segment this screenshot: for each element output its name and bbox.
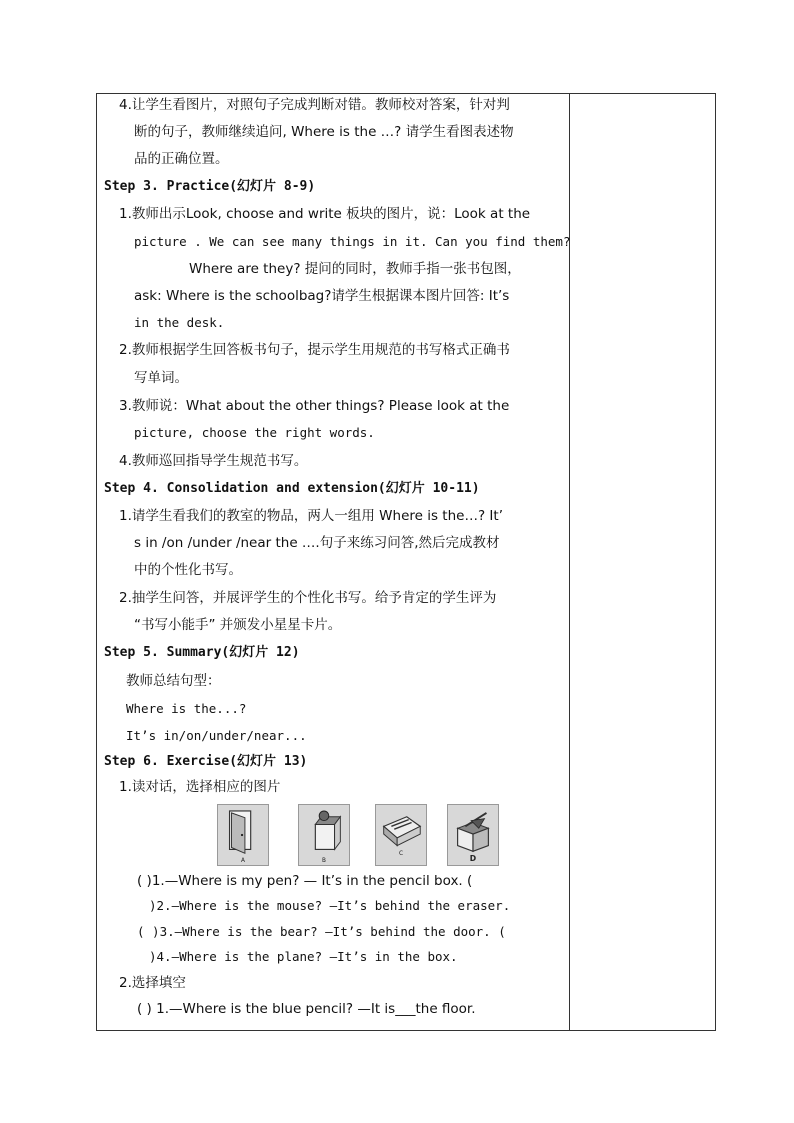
text-line: s in /on /under /near the ….句子来练习问答,然后完成教材	[134, 535, 500, 551]
text-line: 2.选择填空	[119, 975, 186, 991]
text-line: in the desk.	[134, 315, 225, 330]
text-line: 中的个性化书写。	[134, 562, 242, 578]
text-line: 1.读对话，选择相应的图片	[119, 779, 281, 795]
text-line: 教师总结句型：	[126, 673, 221, 689]
text-line: picture . We can see many things in it. Can you find them?	[134, 234, 571, 249]
section-heading: Step 3. Practice(幻灯片 8-9)	[104, 179, 316, 194]
picture-box	[447, 804, 499, 866]
text-line: 写单词。	[134, 370, 188, 386]
door-picture-icon	[218, 805, 268, 865]
text-line: picture, choose the right words.	[134, 425, 375, 440]
exercise-line: )4.—Where is the plane? —It’s in the box.	[149, 949, 458, 964]
section-heading: Step 4. Consolidation and extension(幻灯片 10-11)	[104, 481, 480, 496]
text-line: 1.请学生看我们的教室的物品，两人一组用 Where is the…? It’	[119, 508, 503, 524]
text-line: Where are they? 提问的同时，教师手指一张书包图，	[189, 261, 521, 277]
exercise-line: ( ) 1.—Where is the blue pencil? —It is___the floor.	[137, 1001, 476, 1017]
exercise-line: )2.—Where is the mouse? —It’s behind the eraser.	[149, 898, 511, 913]
picture-label: D	[469, 853, 477, 863]
text-line: 4.教师巡回指导学生规范书写。	[119, 453, 308, 469]
text-line: 断的句子，教师继续追问, Where is the …? 请学生看图表述物	[134, 124, 514, 140]
section-heading: Step 6. Exercise(幻灯片 13)	[104, 754, 308, 769]
lesson-table	[96, 93, 716, 1031]
picture-label: C	[398, 851, 404, 858]
eraser-picture-icon	[299, 805, 349, 865]
text-line: 3.教师说：What about the other things? Please look at the	[119, 398, 510, 414]
text-line: “书写小能手” 并颁发小星星卡片。	[134, 617, 342, 633]
picture-pencil-box	[375, 804, 427, 866]
text-line: Where is the...?	[126, 701, 247, 716]
text-line: ask: Where is the schoolbag?请学生根据课本图片回答: It’s	[134, 288, 510, 304]
picture-label: A	[241, 857, 245, 864]
box-picture-icon	[448, 805, 498, 865]
text-line: 1.教师出示Look, choose and write 板块的图片，说：Look at the	[119, 206, 531, 222]
picture-door	[217, 804, 269, 866]
exercise-line: ( )3.—Where is the bear? —It’s behind the door. (	[137, 924, 506, 939]
text-line: 4.让学生看图片，对照句子完成判断对错。教师校对答案，针对判	[119, 97, 510, 113]
picture-label: B	[322, 857, 326, 864]
pencil-box-picture-icon	[376, 805, 426, 865]
text-line: 2.教师根据学生回答板书句子，提示学生用规范的书写格式正确书	[119, 342, 510, 358]
picture-eraser	[298, 804, 350, 866]
text-line: It’s in/on/under/near...	[126, 728, 307, 743]
exercise-line: ( )1.—Where is my pen? — It’s in the pencil box. (	[137, 873, 473, 889]
lesson-content-cell	[97, 94, 569, 1030]
section-heading: Step 5. Summary(幻灯片 12)	[104, 645, 300, 660]
text-line: 品的正确位置。	[134, 151, 229, 167]
text-line: 2.抽学生问答，并展评学生的个性化书写。给予肯定的学生评为	[119, 590, 497, 606]
